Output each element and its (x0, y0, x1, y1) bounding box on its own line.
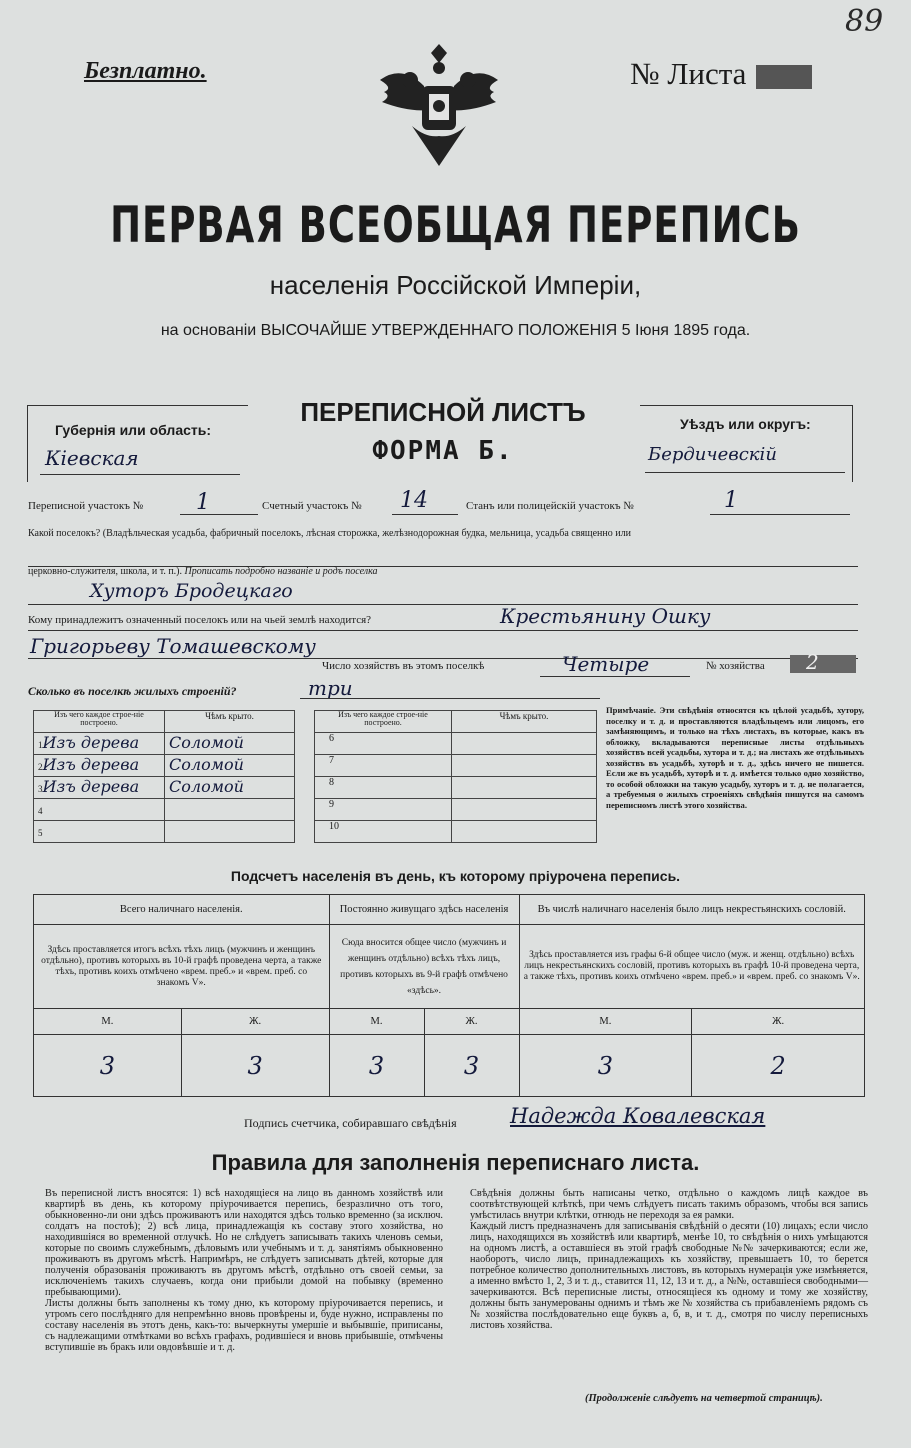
count-m-1: М. (34, 1009, 182, 1035)
count-value-1: 3 (34, 1035, 182, 1097)
form-title: ПЕРЕПИСНОЙ ЛИСТЪ (300, 397, 586, 427)
households-line (540, 676, 690, 677)
corner-note: 89 (845, 4, 884, 39)
building-roof-value (165, 799, 295, 821)
count-f-3: Ж. (692, 1009, 865, 1035)
building-no: 7 (315, 755, 452, 777)
sheet-number-stamp (756, 65, 812, 89)
buildings-value: три (308, 676, 353, 700)
count-area-line (392, 514, 458, 515)
building-roof-value: Соломой (165, 755, 295, 777)
imperial-eagle-emblem (372, 40, 506, 172)
rules-right: Свѣдѣнія должны быть написаны четко, отдѣльно о каждомъ лицѣ каждое въ соотвѣтствующей клѣткѣ, при чемъ слѣдуетъ писать такимъ образомъ, чтобы вся запись умѣстилась внутри клѣтки, отнюдь не переходя за ея рамки. Каждый листъ предназначенъ для записыванія свѣдѣній о десяти (10) лицахъ; если число лицъ, находящихся въ хозяйствѣ или квартирѣ, менѣе 10, то свѣдѣнія о нихъ умѣщаются на одномъ листѣ, а оставшіеся въ этой графѣ свободные №№ зачеркиваются; если же, наоборотъ, число лицъ, принадлежащихъ къ хозяйству, превышаетъ 10, то берется потребное количество дополнительныхъ листовъ, въ которыхъ нумерація уже измѣняется, а именно вмѣсто 1, 2, 3 и т. д., ставится 11, 12, 13 и т. д., а №№, оставшіеся свободными—зачеркиваются. Всѣ переписные листы, относящіеся къ одному и тому же хозяйству, должны быть занумерованы однимъ и тѣмъ же № хозяйства съ прибавленіемъ рядомъ съ № хозяйства послѣдовательно еще буквъ а, б, в, и т. д., смотря по числу переписныхъ листовъ хозяйства. (470, 1188, 868, 1331)
count-d1: Здѣсь проставляется итогъ всѣхъ тѣхъ лицъ (мужчинъ и женщинъ отдѣльно), противъ которыхъ въ 10-й графѣ проведена черта, а также тѣхъ, противъ коихъ отмѣчено «врем. преб.» и «врем. преб. со знакомъ V». (34, 925, 330, 1009)
building-row (34, 777, 295, 799)
count-value-6: 2 (692, 1035, 865, 1097)
uezd-label: Уѣздъ или округъ: (680, 416, 811, 432)
building-material-value: Изъ дерева (42, 733, 140, 752)
building-row (315, 777, 597, 799)
buildings-col-material-2: Изъ чего каждое строе-ніе построено. (315, 711, 452, 733)
building-no: 8 (315, 777, 452, 799)
census-area-label: Переписной участокъ № (28, 500, 144, 512)
owner-label: Кому принадлежитъ означенный поселокъ или на чьей землѣ находится? (28, 614, 372, 626)
uezd-underline (645, 472, 845, 473)
building-material (34, 777, 165, 799)
households-label: Число хозяйствъ въ этомъ поселкѣ (322, 660, 485, 672)
building-row (315, 733, 597, 755)
count-h2: Постоянно живущаго здѣсь населенія (329, 895, 519, 925)
building-material (34, 799, 165, 821)
count-h3: Въ числѣ наличнаго населенія было лицъ некрестьянскихъ сословій. (519, 895, 864, 925)
gubernia-label: Губернія или область: (55, 422, 212, 438)
subtitle: населенія Россійской Имперіи, (269, 270, 642, 300)
buildings-col-material: Изъ чего каждое строе-ніе построено. (34, 711, 165, 733)
building-no: 4 (38, 806, 43, 816)
count-value-4: 3 (424, 1035, 519, 1097)
stan-value: 1 (724, 488, 738, 513)
uezd-value: Бердичевскій (648, 444, 777, 465)
basis-line: на основаніи ВЫСОЧАЙШЕ УТВЕРЖДЕННАГО ПОЛОЖЕНІЯ 5 Іюня 1895 года. (160, 322, 751, 339)
population-count-table (33, 894, 865, 1097)
building-no: 1 (38, 740, 43, 750)
building-row (315, 799, 597, 821)
buildings-label: Сколько въ поселкѣ жилыхъ строеній? (28, 684, 237, 698)
building-row (34, 755, 295, 777)
buildings-table-right (314, 710, 597, 843)
owner-line-2 (28, 658, 858, 659)
count-title: Подсчетъ населенія въ день, къ которому пріурочена перепись. (230, 868, 681, 884)
building-row (315, 755, 597, 777)
count-f-1: Ж. (181, 1009, 329, 1035)
count-m-3: М. (519, 1009, 692, 1035)
continued-note: (Продолженіе слѣдуетъ на четвертой страницѣ). (585, 1393, 823, 1404)
settlement-question: Какой поселокъ? (Владѣльческая усадьба, фабричный поселокъ, лѣсная сторожка, желѣзнодорожная будка, мельница, усадьба священно или (28, 528, 631, 539)
buildings-col-roof-2: Чѣмъ крыто. (452, 711, 597, 733)
building-no: 10 (315, 821, 452, 843)
building-roof-value (165, 821, 295, 843)
census-area-value: 1 (196, 490, 210, 515)
settlement-line-2 (28, 604, 858, 605)
gubernia-underline (40, 474, 240, 475)
count-m-2: М. (329, 1009, 424, 1035)
building-material-value: Изъ дерева (42, 777, 140, 796)
count-f-2: Ж. (424, 1009, 519, 1035)
building-roof-value (452, 755, 597, 777)
building-roof-value (452, 799, 597, 821)
building-roof-value (452, 733, 597, 755)
count-h1: Всего наличнаго населенія. (34, 895, 330, 925)
free-label: Безплатно. (84, 58, 207, 84)
building-no: 3 (38, 784, 43, 794)
building-no: 9 (315, 799, 452, 821)
buildings-table-left (33, 710, 295, 843)
buildings-col-roof: Чѣмъ крыто. (165, 711, 295, 733)
settlement-question-2 (28, 566, 378, 577)
building-row (34, 821, 295, 843)
form-subtitle: ФОРМА Б. (372, 436, 514, 466)
count-value-2: 3 (181, 1035, 329, 1097)
stan-label: Станъ или полицейскій участокъ № (466, 500, 634, 512)
settlement-question-2-italic: Прописать подробно названіе и родъ поселка (184, 566, 378, 577)
rules-left: Въ переписной листъ вносятся: 1) всѣ находящіеся на лицо въ данномъ хозяйствѣ или квартирѣ въ день, къ которому пріурочивается перепись, безразлично отъ того, обыкновенно-ли они здѣсь проживаютъ или находятся здѣсь только временно (за исключ. солдатъ на постоѣ); 2) всѣ лица, принадлежащія къ составу этого хозяйства, но находившіяся во временной отлучкѣ. Но не слѣдуетъ записывать такихъ членовъ семьи, которые по своимъ служебнымъ, дѣловымъ или учебнымъ и т. д. занятіямъ обыкновенно проживаютъ въ другомъ мѣстѣ. Напримѣръ, не слѣдуетъ записывать дѣтей, которые для полученія образованія проживаютъ въ другомъ мѣстѣ, отдѣльно отъ своей семьи, за исключеніемъ такихъ случаевъ, когда они прибыли домой на побывку (временно пребывающими). Листы должны быть заполнены къ тому дню, къ которому пріурочивается перепись, и утромъ сего послѣдняго для непремѣнно вновь провѣрены и, буде нужно, исправлены по составу населенія въ этотъ день, какъ-то: вычеркнуты умершіе и выбывшіе, приписаны, съ надлежащими отмѣтками во всѣхъ графахъ, родившіеся и вновь прибывшіе, отмѣчены вступившіе въ бракъ или овдовѣвшіе и т. д. (45, 1188, 443, 1353)
stan-line (710, 514, 850, 515)
building-no: 2 (38, 762, 43, 772)
household-no-stamp (790, 655, 856, 673)
building-no: 6 (315, 733, 452, 755)
note-text: Примѣчаніе. Эти свѣдѣнія относятся къ цѣлой усадьбѣ, хутору, поселку и т. д. и проставляются владѣльцемъ или лицомъ, его замѣняющимъ, и только на тѣхъ листахъ, въ которые, какъ въ обложку, вкладываются переписные листы отдѣльныхъ хозяйствъ всей усадьбы, хутора и т. д.; на листахъ же отдѣльныхъ хозяйствъ въ усадьбѣ, хуторѣ и т. д., здѣсь ничего не пишется. Если же въ усадьбѣ, хуторѣ и т. д. имѣется только одно хозяйство, то особой обложки на такую усадьбу, хуторъ и т. д. не полагается, а требуемыя о жилыхъ строеніяхъ свѣдѣнія пишутся на самомъ переписномъ листѣ этого хозяйства. (606, 705, 864, 810)
settlement-value: Хуторъ Бродецкаго (90, 580, 293, 602)
gubernia-box (27, 405, 248, 482)
rules-title: Правила для заполненія переписнаго листа. (211, 1150, 700, 1175)
gubernia-value: Кіевская (45, 446, 139, 470)
main-title: ПЕРВАЯ ВСЕОБЩАЯ ПЕРЕПИСЬ (110, 196, 801, 255)
count-area-label: Счетный участокъ № (262, 500, 362, 512)
building-row (34, 733, 295, 755)
building-material (34, 821, 165, 843)
building-row (315, 821, 597, 843)
signature-label: Подпись счетчика, собиравшаго свѣдѣнія (244, 1116, 457, 1130)
owner-value-2: Григорьеву Томашевскому (30, 634, 316, 658)
sheet-number-label: № Листа (630, 56, 747, 91)
household-no-value: 2 (806, 650, 819, 674)
building-roof-value (452, 777, 597, 799)
owner-line-1 (28, 630, 858, 631)
buildings-line (300, 698, 600, 699)
building-row (34, 799, 295, 821)
settlement-question-2-text: церковно-служителя, школа, и т. п.). (28, 566, 182, 577)
count-d3: Здѣсь проставляется изъ графы 6-й общее число (муж. и женщ. отдѣльно) всѣхъ лицъ некрестьянскихъ сословій, противъ которыхъ въ графѣ 10-й проведена черта, а также тѣхъ, противъ коихъ отмѣчено «врем. преб.» и «врем. преб. со знакомъ V». (519, 925, 864, 1009)
sheet-number (630, 56, 812, 92)
owner-value-1: Крестьянину Ошку (500, 604, 711, 628)
building-material (34, 755, 165, 777)
count-value-5: 3 (519, 1035, 692, 1097)
households-value: Четыре (562, 652, 650, 676)
building-roof-value (452, 821, 597, 843)
count-value-3: 3 (329, 1035, 424, 1097)
building-no: 5 (38, 828, 43, 838)
count-area-value: 14 (400, 488, 428, 513)
building-roof-value: Соломой (165, 733, 295, 755)
census-area-line (180, 514, 258, 515)
count-d2: Сюда вносится общее число (мужчинъ и женщинъ отдѣльно) всѣхъ тѣхъ лицъ, противъ которыхъ въ 9-й графѣ отмѣчено «здѣсь». (329, 925, 519, 1009)
household-no-label: № хозяйства (706, 660, 765, 672)
building-roof-value: Соломой (165, 777, 295, 799)
building-material (34, 733, 165, 755)
building-material-value: Изъ дерева (42, 755, 140, 774)
signature-value: Надежда Ковалевская (510, 1104, 766, 1128)
